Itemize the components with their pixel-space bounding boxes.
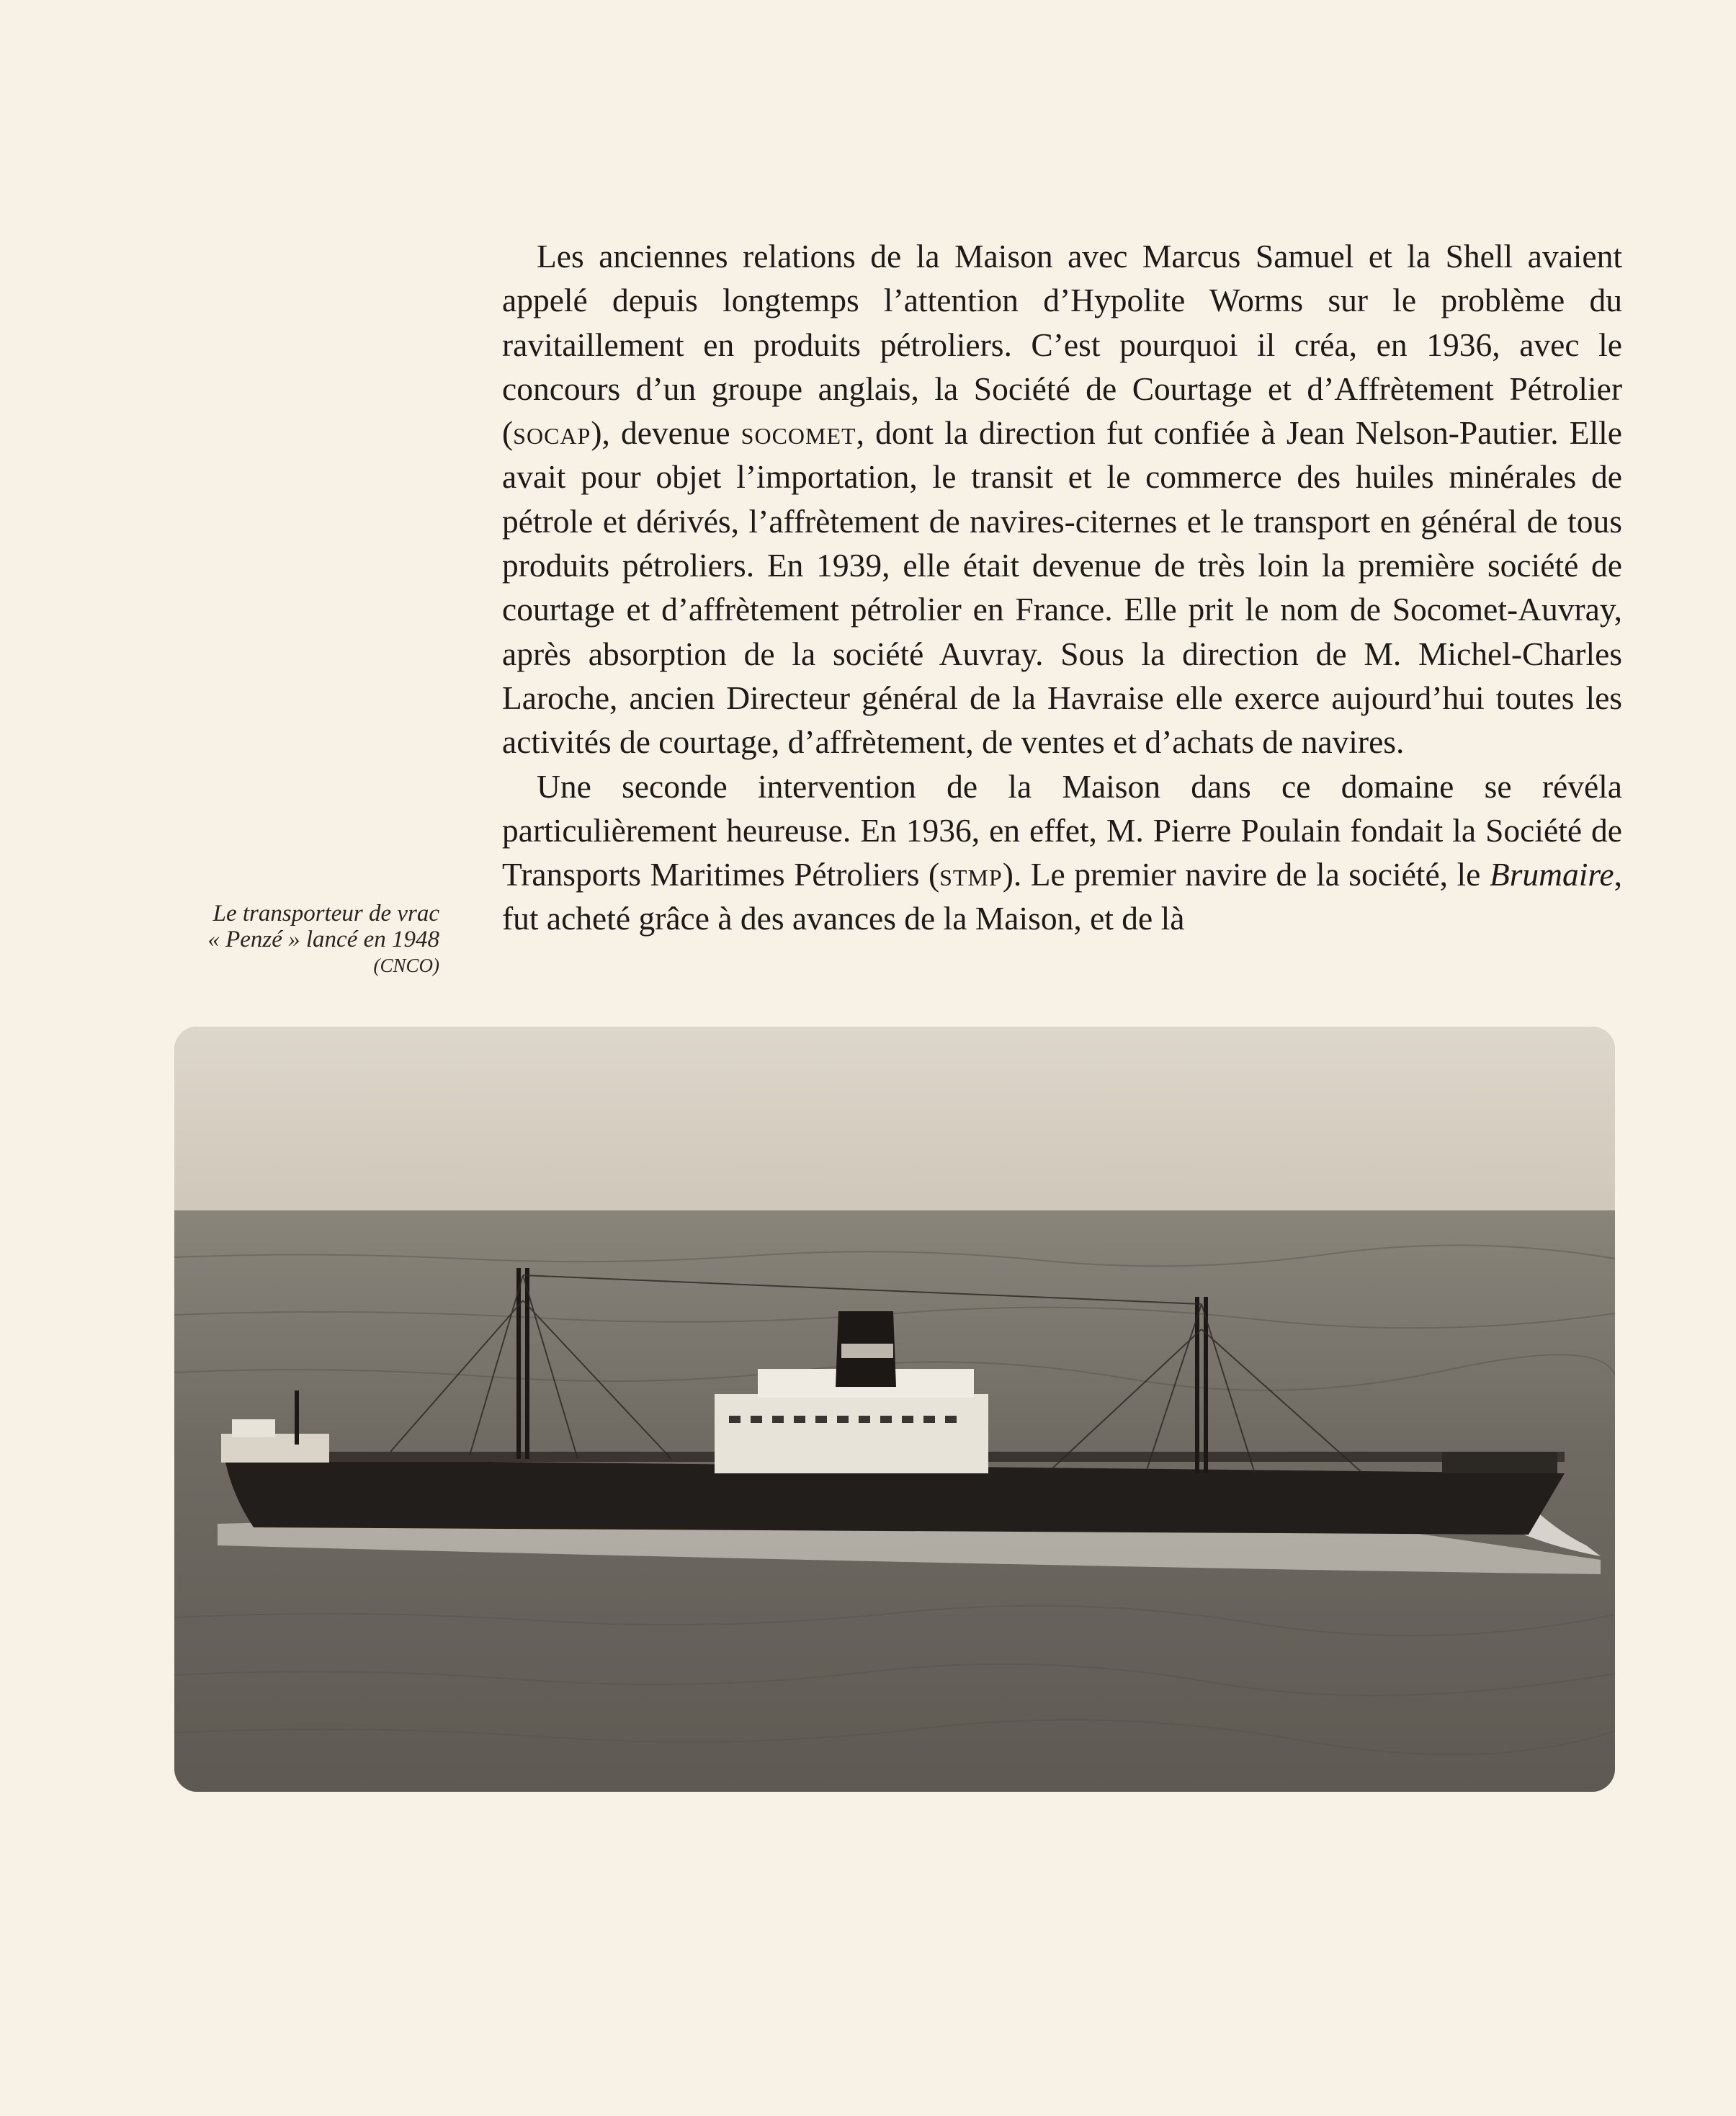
stern-deckhouse (232, 1419, 275, 1437)
stern-house (221, 1434, 329, 1463)
paragraph-1-part-a: Les anciennes relations de la Maison avec Marcus Samuel et la Shell avaient appelé depuis longtemps l’attention d’Hypolite Worms sur le problème du ravitaillement en produits pétroliers. C’est pourquoi il créa, en 1936, avec le concours d’un groupe anglais, la Société de Courtage et d’Affrètement Pétrolier ( (502, 238, 1622, 452)
ship-superstructure (715, 1394, 988, 1473)
ship-name-brumaire: Brumaire (1489, 856, 1614, 893)
paragraph-2-part-b: ). Le premier navire de la société, le (1002, 856, 1490, 893)
ship-photo-illustration (174, 1027, 1615, 1792)
funnel-band (841, 1344, 893, 1358)
caption-line-1: Le transporteur de vrac (212, 901, 439, 927)
paragraph-1-part-b: ), devenue (591, 414, 741, 452)
paragraph-1-part-c: , dont la direction fut confiée à Jean Nelson-Pautier. Elle avait pour objet l’importation, le transit et le commerce des huiles minérales de pétrole et dérivés, l’affrètement de navires-citernes et le transport en général de tous produits pétroliers. En 1939, elle était devenue de très loin la première société de courtage et d’affrètement pétrolier en France. Elle prit le nom de Socomet-Auvray, après absorption de la société Auvray. Sous la direction de M. Michel-Charles Laroche, ancien Directeur général de la Havraise elle exerce aujourd’hui toutes les activités de courtage, d’affrètement, de ventes et d’achats de navires. (502, 414, 1622, 761)
caption-credit: (CNCO) (373, 955, 439, 976)
forecastle (1442, 1452, 1557, 1473)
socomet-acronym: socomet (741, 414, 856, 452)
sky (174, 1027, 1615, 1214)
stmp-acronym: stmp (939, 856, 1003, 893)
socap-acronym: socap (513, 414, 591, 452)
caption-line-2: « Penzé » lancé en 1948 (207, 927, 439, 952)
paragraph-1 (502, 234, 1622, 764)
paragraph-2-part-a: Une seconde intervention de la Maison dans ce domaine se révéla particulièrement heureuse. En 1936, en effet, M. Pierre Poulain fondait la Société de Transports Maritimes Pétroliers ( (502, 767, 1622, 893)
paragraph-2 (502, 764, 1622, 941)
ship-photo (174, 1027, 1615, 1792)
photo-caption (144, 901, 439, 978)
body-text (502, 234, 1622, 941)
paragraph-2-part-c: , fut acheté grâce à des avances de la Maison, et de là (502, 856, 1622, 937)
